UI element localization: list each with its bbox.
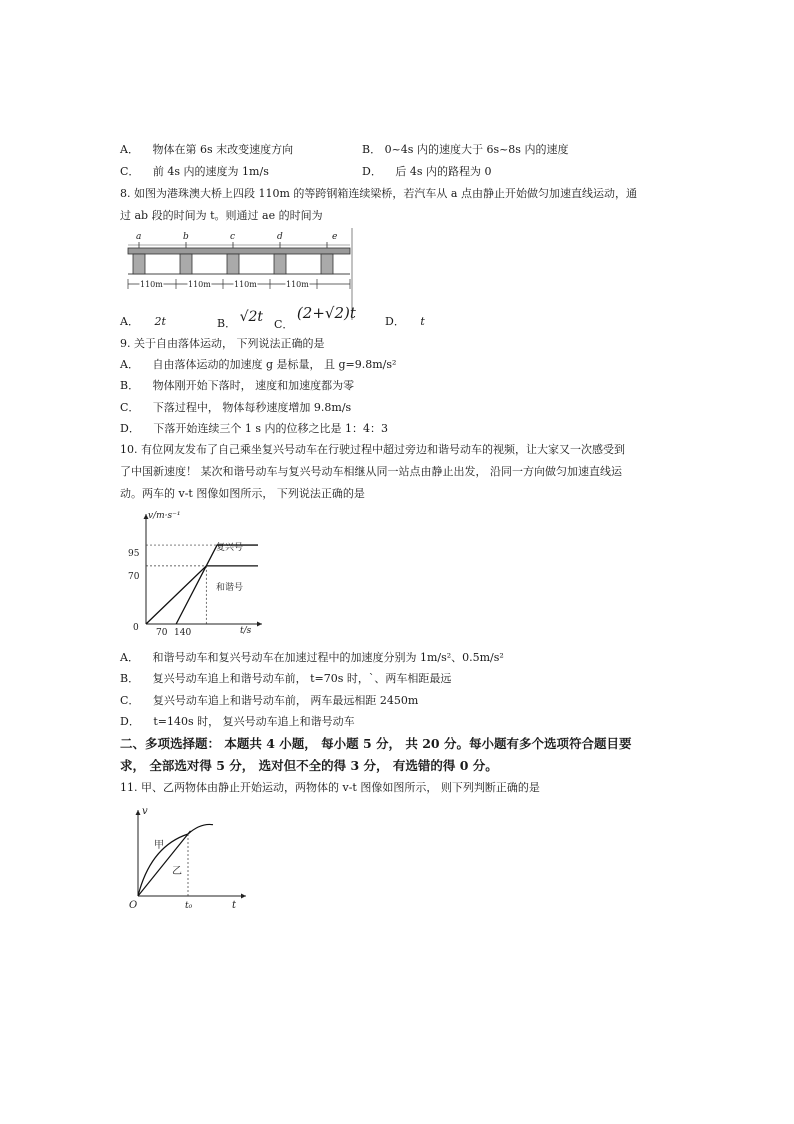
q8-option-c: [274, 304, 356, 331]
q9-option-a: [120, 359, 396, 370]
q7-option-c: [120, 166, 269, 177]
q9-option-d: [120, 423, 388, 434]
option-label: C．: [274, 318, 294, 331]
q10-option-d: [120, 716, 355, 727]
option-label: D．: [120, 715, 140, 728]
option-label: B．: [120, 379, 140, 392]
option-text: 自由落体运动的加速度 g 是标量， 且 g=9.8m/s²: [152, 358, 397, 371]
option-label: B．: [362, 143, 382, 156]
y-tick-label: 70: [128, 572, 140, 582]
option-text: t: [420, 315, 425, 328]
bridge-deck: [128, 248, 350, 254]
q11-stem: 11. 甲、乙两物体由静止开始运动，两物体的 v-t 图像如图所示， 则下列判断正确的是: [120, 781, 540, 794]
t0-label: t₀: [185, 901, 193, 911]
span-label: 110m: [286, 280, 309, 289]
option-text: 和谐号动车和复兴号动车在加速过程中的加速度分别为 1m/s²、0.5m/s²: [152, 651, 504, 664]
point-label-a: a: [136, 232, 142, 242]
x-axis-arrow: [257, 622, 262, 627]
option-text: 下落过程中， 物体每秒速度增加 9.8m/s: [152, 401, 352, 414]
y-axis-label: v/m·s⁻¹: [148, 511, 181, 521]
origin-label: 0: [133, 623, 139, 633]
q7-option-b: [362, 144, 568, 155]
vt-chart-jia-yi: [124, 804, 254, 912]
option-label: C．: [120, 401, 140, 414]
option-text: 复兴号动车追上和谐号动车前， t=70s 时，`、两车相距最远: [152, 672, 452, 685]
section2-heading-line2: 求， 全部选对得 5 分， 选对但不全的得 3 分， 有选错的得 0 分。: [120, 758, 498, 773]
option-text: 0~4s 内的速度大于 6s~8s 内的速度: [384, 143, 569, 156]
q10-stem-line3: 动。两车的 v-t 图像如图所示， 下列说法正确的是: [120, 487, 365, 500]
legend-hexie: 和谐号: [216, 583, 244, 593]
q10-option-a: [120, 652, 504, 663]
option-text: 复兴号动车追上和谐号动车前， 两车最远相距 2450m: [152, 694, 419, 707]
q8-option-a: [120, 316, 166, 327]
option-text: t=140s 时， 复兴号动车追上和谐号动车: [153, 715, 355, 728]
option-label: A．: [120, 315, 139, 328]
option-label: B．: [120, 672, 140, 685]
option-label: A．: [120, 143, 139, 156]
q8-stem-line2: 过 ab 段的时间为 t。则通过 ae 的时间为: [120, 209, 323, 222]
point-label-e: e: [332, 232, 338, 242]
q9-option-b: [120, 380, 354, 391]
q8-option-d: [385, 316, 425, 327]
series-curve-jia: [138, 824, 213, 896]
q9-stem: 9. 关于自由落体运动， 下列说法正确的是: [120, 337, 325, 350]
option-text: 下落开始连续三个 1 s 内的位移之比是 1：4：3: [153, 422, 388, 435]
point-label-c: c: [230, 232, 236, 242]
section2-heading-line1: 二、多项选择题： 本题共 4 小题， 每小题 5 分， 共 20 分。每小题有多个选项符合题目要: [120, 736, 632, 751]
option-label: D．: [362, 165, 382, 178]
option-label: A．: [120, 358, 139, 371]
q8-stem-line1: 8. 如图为港珠澳大桥上四段 110m 的等跨钢箱连续梁桥，若汽车从 a 点由静止开始做匀加速直线运动，通: [120, 187, 637, 200]
y-tick-label: 95: [128, 549, 140, 559]
y-axis-label: v: [142, 806, 148, 817]
y-axis-arrow: [136, 810, 141, 815]
q8-option-b: [217, 309, 264, 330]
x-tick-label: 140: [174, 628, 192, 638]
option-text: 前 4s 内的速度为 1m/s: [152, 165, 269, 178]
span-label: 110m: [140, 280, 163, 289]
option-label: D．: [120, 422, 140, 435]
span-label: 110m: [188, 280, 211, 289]
option-text: (2+√2)t: [296, 304, 356, 322]
q10-option-b: [120, 673, 451, 684]
option-text: 后 4s 内的路程为 0: [395, 165, 492, 178]
x-axis-arrow: [241, 894, 246, 899]
option-text: 物体在第 6s 末改变速度方向: [152, 143, 294, 156]
option-label: D．: [385, 315, 405, 328]
origin-label: O: [129, 900, 138, 911]
q10-stem-line1: 10. 有位网友发布了自己乘坐复兴号动车在行驶过程中超过旁边和谐号动车的视频，让大家又一次感受到: [120, 443, 625, 456]
series-line-yi: [138, 831, 191, 896]
q10-stem-line2: 了中国新速度！ 某次和谐号动车与复兴号动车相继从同一站点由静止出发， 沿同一方向做匀加速直线运: [120, 465, 622, 478]
line-label-yi: 乙: [172, 866, 182, 877]
q7-option-a: [120, 144, 293, 155]
span-label: 110m: [234, 280, 257, 289]
option-label: C．: [120, 694, 140, 707]
option-text: 物体刚开始下落时， 速度和加速度都为零: [152, 379, 355, 392]
option-label: A．: [120, 651, 139, 664]
option-text: √2t: [239, 309, 264, 325]
vt-chart-trains: [128, 506, 268, 642]
x-axis-label: t: [232, 900, 237, 911]
curve-label-jia: 甲: [154, 840, 164, 851]
option-label: C．: [120, 165, 140, 178]
q10-option-c: [120, 695, 418, 706]
q9-option-c: [120, 402, 351, 413]
legend-fuxing: 复兴号: [216, 543, 244, 553]
point-label-d: d: [277, 232, 283, 242]
x-axis-label: t/s: [240, 626, 252, 636]
q7-option-d: [362, 166, 491, 177]
option-text: 2t: [154, 315, 166, 328]
option-label: B．: [217, 317, 237, 330]
x-tick-label: 70: [156, 628, 168, 638]
point-label-b: b: [183, 232, 189, 242]
bridge-piers: [133, 254, 333, 274]
